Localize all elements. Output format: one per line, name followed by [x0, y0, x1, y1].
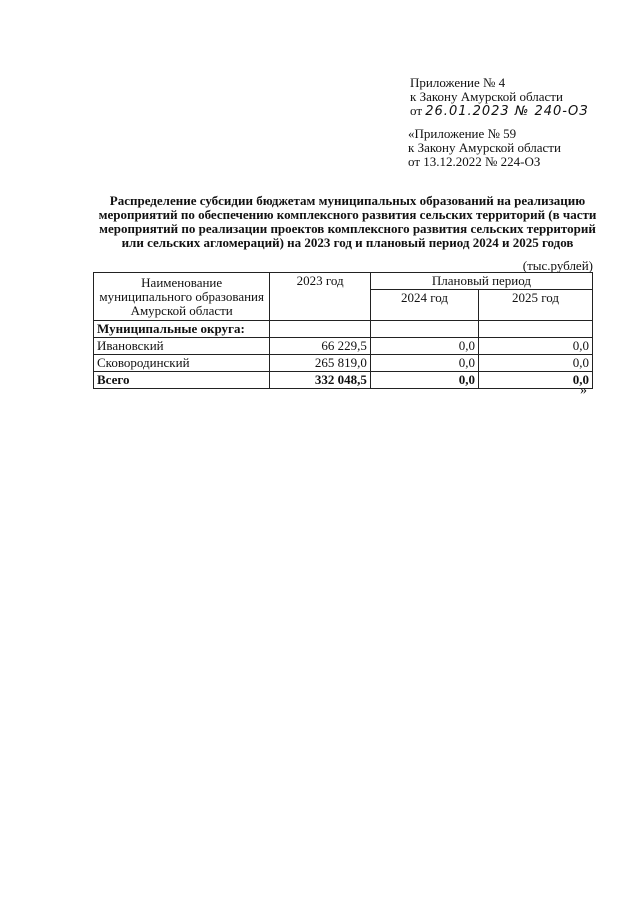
row-2025: 0,0 — [479, 355, 593, 372]
quoted-appendix-date: от 13.12.2022 № 224-ОЗ — [408, 154, 541, 169]
header-2023: 2023 год — [270, 273, 371, 321]
row-2023: 265 819,0 — [270, 355, 371, 372]
table-row — [94, 355, 593, 372]
header-planned-period: Плановый период — [370, 273, 592, 290]
row-2025: 0,0 — [479, 338, 593, 355]
section-empty-cell — [479, 321, 593, 338]
section-row — [94, 321, 593, 338]
handwritten-date-number: 26.01.2023 № 240-ОЗ — [425, 104, 589, 119]
table-row — [94, 338, 593, 355]
section-label: Муниципальные округа: — [94, 321, 270, 338]
quoted-appendix-header — [408, 127, 561, 169]
quoted-appendix-number: «Приложение № 59 — [408, 126, 517, 141]
appendix-date-prefix: от — [410, 103, 423, 118]
total-2023: 332 048,5 — [270, 372, 371, 389]
appendix-law-ref: к Закону Амурской области — [410, 89, 563, 104]
header-2024: 2024 год — [370, 290, 478, 321]
row-2024: 0,0 — [370, 355, 478, 372]
total-2024: 0,0 — [370, 372, 478, 389]
section-empty-cell — [370, 321, 478, 338]
appendix-number: Приложение № 4 — [410, 75, 506, 90]
subsidy-table — [93, 272, 593, 389]
row-name: Ивановский — [94, 338, 270, 355]
total-label: Всего — [94, 372, 270, 389]
section-empty-cell — [270, 321, 371, 338]
total-2025: 0,0 — [479, 372, 593, 389]
appendix-date-line — [410, 104, 589, 119]
row-2024: 0,0 — [370, 338, 478, 355]
header-2025: 2025 год — [479, 290, 593, 321]
row-2023: 66 229,5 — [270, 338, 371, 355]
table-header-row — [94, 273, 593, 290]
document-title: Распределение субсидии бюджетам муниципальных образований на реализацию мероприятий по обеспечению комплексного развития сельских территорий (в части мероприятий по реализации проектов комплексного развития сельских территорий или сельских агломераций) на 2023 год и плановый период 2024 и 2025 годов — [98, 193, 597, 250]
quoted-appendix-law-ref: к Закону Амурской области — [408, 140, 561, 155]
row-name: Сковородинский — [94, 355, 270, 372]
total-row — [94, 372, 593, 389]
header-name: Наименование муниципального образования Амурской области — [94, 273, 270, 321]
units-label: (тыс.рублей) — [522, 258, 593, 273]
closing-quote-mark: » — [580, 383, 587, 398]
appendix-header — [410, 76, 589, 119]
